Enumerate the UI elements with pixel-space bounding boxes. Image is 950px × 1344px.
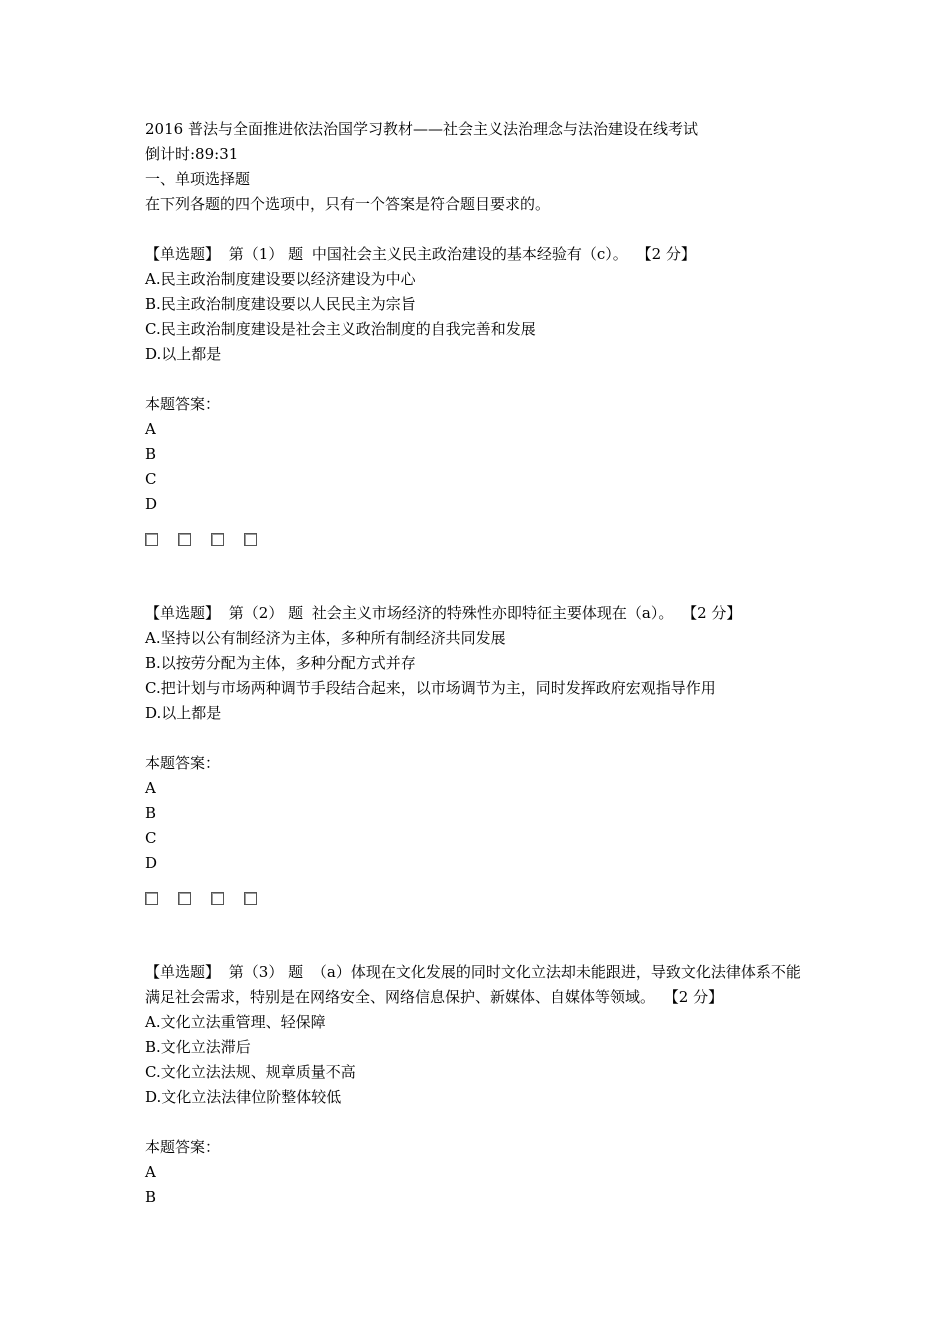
exam-page — [145, 117, 815, 1210]
exam-title: 2016 普法与全面推进依法治国学习教材——社会主义法治理念与法治建设在线考试 — [145, 120, 698, 138]
checkbox-a[interactable] — [145, 533, 158, 546]
countdown-timer: 倒计时:89:31 — [145, 145, 239, 163]
question-number: 第（2） 题 — [228, 604, 304, 622]
checkbox-d[interactable] — [244, 892, 257, 905]
answer-label: 本题答案： — [145, 395, 221, 413]
option-b: B.以按劳分配为主体，多种分配方式并存 — [145, 654, 416, 672]
checkbox-a[interactable] — [145, 892, 158, 905]
answer-choice-a: A — [145, 420, 156, 438]
answer-choice-c: C — [145, 829, 157, 847]
question-1 — [145, 242, 815, 551]
checkbox-b[interactable] — [178, 892, 191, 905]
question-type: 【单选题】 — [145, 245, 221, 263]
option-d: D.文化立法法律位阶整体较低 — [145, 1088, 342, 1106]
answer-choice-d: D — [145, 854, 158, 872]
question-type: 【单选题】 — [145, 963, 221, 981]
question-header — [145, 242, 815, 267]
question-score: 【2 分】 — [636, 245, 696, 263]
checkbox-c[interactable] — [211, 892, 224, 905]
question-score: 【2 分】 — [682, 604, 742, 622]
option-c: C.文化立法法规、规章质量不高 — [145, 1063, 356, 1081]
option-a: A.坚持以公有制经济为主体，多种所有制经济共同发展 — [145, 629, 506, 647]
section-instruction: 在下列各题的四个选项中，只有一个答案是符合题目要求的。 — [145, 195, 551, 213]
answer-choice-c: C — [145, 470, 157, 488]
question-3 — [145, 960, 815, 1210]
checkbox-d[interactable] — [244, 533, 257, 546]
option-b: B.文化立法滞后 — [145, 1038, 251, 1056]
question-type: 【单选题】 — [145, 604, 221, 622]
option-a: A.文化立法重管理、轻保障 — [145, 1013, 326, 1031]
answer-choice-d: D — [145, 495, 158, 513]
option-c: C.把计划与市场两种调节手段结合起来，以市场调节为主，同时发挥政府宏观指导作用 — [145, 679, 716, 697]
question-text: （a）体现在文化发展的同时文化立法却未能跟进，导致文化法律体系不能满足社会需求，特别是在网络安全、网络信息保护、新媒体、自媒体等领域。 — [145, 963, 801, 1006]
option-d: D.以上都是 — [145, 704, 222, 722]
answer-choice-b: B — [145, 1188, 157, 1206]
answer-choice-a: A — [145, 779, 156, 797]
option-c: C.民主政治制度建设是社会主义政治制度的自我完善和发展 — [145, 320, 536, 338]
answer-choice-b: B — [145, 445, 157, 463]
answer-label: 本题答案： — [145, 1138, 221, 1156]
question-number: 第（1） 题 — [228, 245, 304, 263]
question-text: 社会主义市场经济的特殊性亦即特征主要体现在（a）。 — [311, 604, 674, 622]
question-2 — [145, 601, 815, 910]
question-header — [145, 960, 815, 1010]
checkbox-c[interactable] — [211, 533, 224, 546]
question-score: 【2 分】 — [663, 988, 724, 1006]
answer-label: 本题答案： — [145, 754, 221, 772]
option-a: A.民主政治制度建设要以经济建设为中心 — [145, 270, 416, 288]
option-b: B.民主政治制度建设要以人民民主为宗旨 — [145, 295, 416, 313]
question-number: 第（3） 题 — [228, 963, 304, 981]
answer-checkboxes — [145, 886, 815, 910]
answer-choice-a: A — [145, 1163, 156, 1181]
option-d: D.以上都是 — [145, 345, 222, 363]
question-header — [145, 601, 815, 626]
checkbox-b[interactable] — [178, 533, 191, 546]
answer-choice-b: B — [145, 804, 157, 822]
section-title: 一、单项选择题 — [145, 170, 251, 188]
answer-checkboxes — [145, 527, 815, 551]
question-text: 中国社会主义民主政治建设的基本经验有（c）。 — [311, 245, 628, 263]
